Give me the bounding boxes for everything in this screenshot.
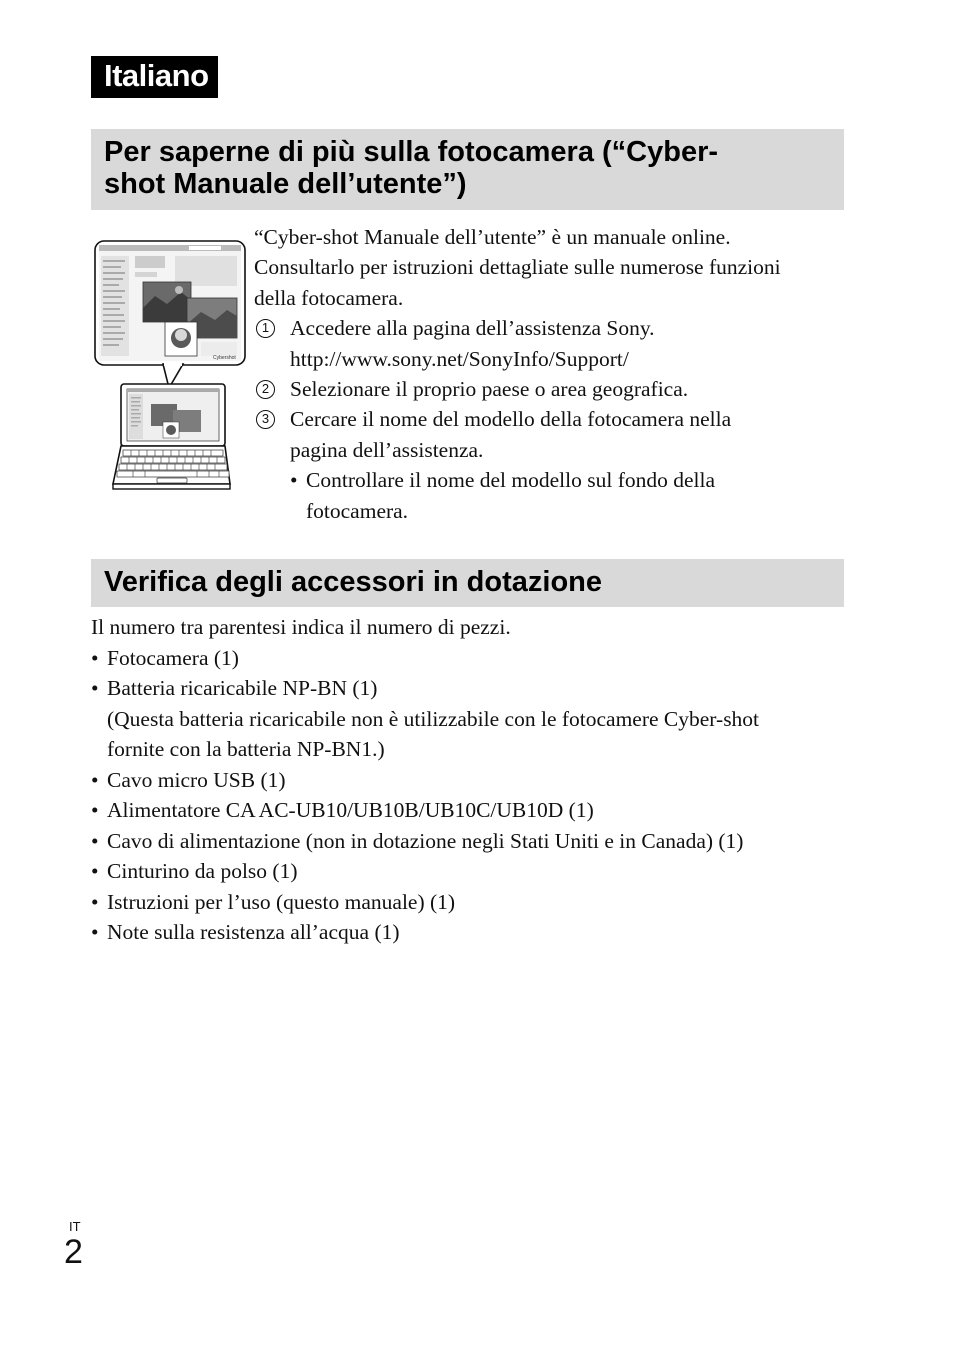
bullet-symbol: • [91, 920, 99, 944]
language-tab: Italiano [91, 56, 218, 98]
accessory-item-note: fornite con la batteria NP-BN1.) [107, 737, 385, 761]
bullet-symbol: • [91, 646, 99, 670]
step-3-text: Cercare il nome del modello della fotocamera nella [290, 407, 732, 431]
bullet-symbol: • [91, 829, 99, 853]
intro-line: della fotocamera. [254, 286, 404, 310]
step-number-3: 3 [256, 410, 275, 429]
bullet-symbol: • [91, 859, 99, 883]
bullet-symbol: • [91, 676, 99, 700]
laptop-manual-illustration [93, 238, 248, 492]
accessories-intro: Il numero tra parentesi indica il numero di pezzi. [91, 615, 511, 639]
bullet-symbol: • [91, 768, 99, 792]
section-heading-online-manual [91, 129, 844, 210]
bullet-symbol: • [91, 890, 99, 914]
illustration-logo: Cybershot [213, 355, 236, 361]
page-number: 2 [64, 1233, 83, 1271]
accessory-item: Note sulla resistenza all’acqua (1) [107, 920, 400, 944]
page-language-code: IT [69, 1219, 81, 1234]
step-number-2: 2 [256, 380, 275, 399]
bullet-symbol: • [91, 798, 99, 822]
intro-line: “Cyber-shot Manuale dell’utente” è un manuale online. [254, 225, 731, 249]
accessory-item: Batteria ricaricabile NP-BN (1) [107, 676, 378, 700]
step-number-1: 1 [256, 319, 275, 338]
intro-line: Consultarlo per istruzioni dettagliate sulle numerose funzioni [254, 255, 781, 279]
accessory-item: Alimentatore CA AC-UB10/UB10B/UB10C/UB10D (1) [107, 798, 594, 822]
accessory-item: Cinturino da polso (1) [107, 859, 298, 883]
step-2-text: Selezionare il proprio paese o area geografica. [290, 377, 689, 401]
step-3-text: pagina dell’assistenza. [290, 438, 484, 462]
accessory-item: Cavo micro USB (1) [107, 768, 286, 792]
sub-bullet-text: fotocamera. [306, 499, 409, 523]
section-heading-line2: shot Manuale dell’utente”) [104, 168, 467, 200]
manual-page-thumbnail [99, 245, 241, 361]
section-heading-accessories [91, 559, 844, 607]
sub-bullet-text: Controllare il nome del modello sul fondo della [306, 468, 716, 492]
laptop-icon [113, 384, 230, 489]
section-heading-text: Verifica degli accessori in dotazione [104, 566, 603, 598]
section-heading-line1: Per saperne di più sulla fotocamera (“Cyber- [104, 136, 719, 168]
sub-bullet-symbol: • [290, 468, 298, 492]
step-1-text: Accedere alla pagina dell’assistenza Sony. [290, 316, 655, 340]
accessory-item: Istruzioni per l’uso (questo manuale) (1) [107, 890, 456, 914]
accessory-item-note: (Questa batteria ricaricabile non è utilizzabile con le fotocamere Cyber-shot [107, 707, 760, 731]
support-url: http://www.sony.net/SonyInfo/Support/ [290, 347, 629, 371]
accessory-item: Cavo di alimentazione (non in dotazione negli Stati Uniti e in Canada) (1) [107, 829, 744, 853]
accessory-item: Fotocamera (1) [107, 646, 239, 670]
